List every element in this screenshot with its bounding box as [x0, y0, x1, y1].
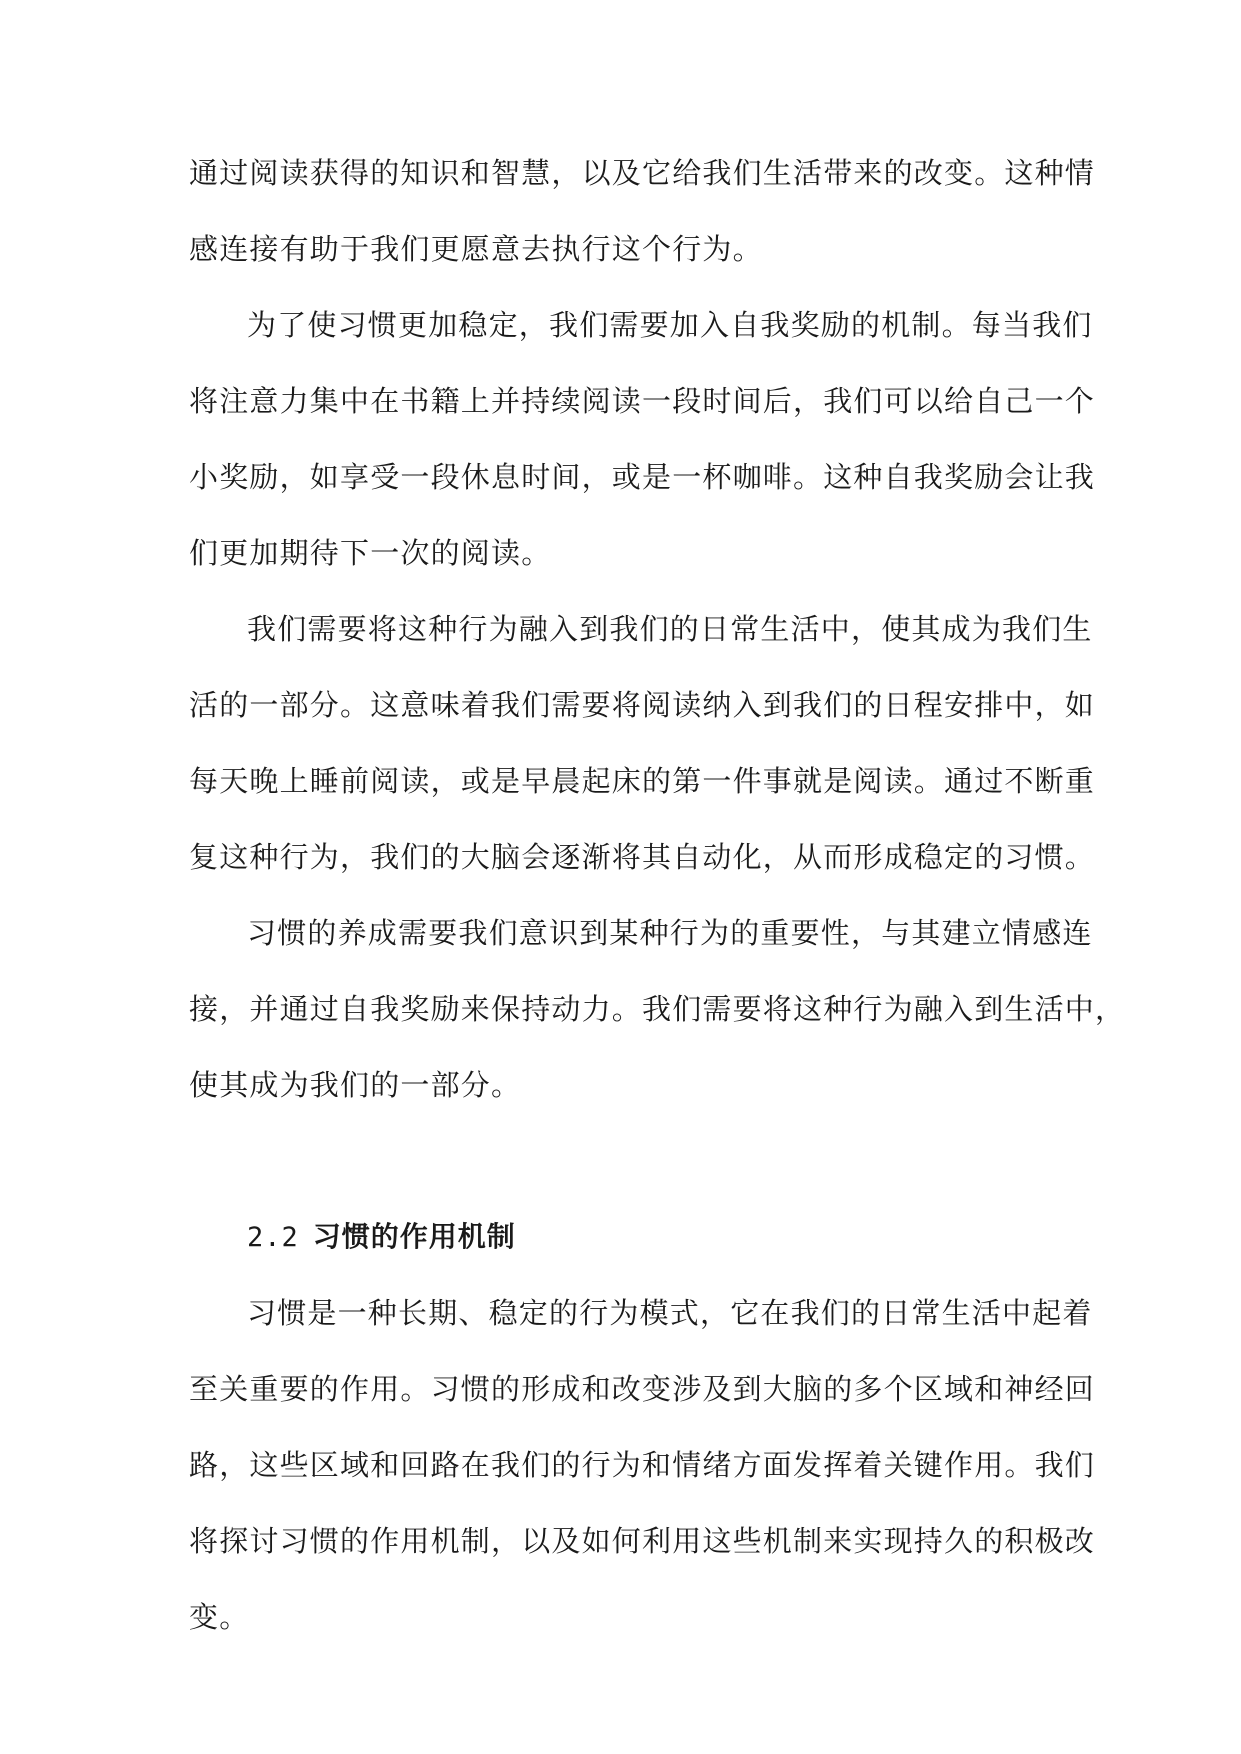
text-line: 们更加期待下一次的阅读。: [189, 536, 552, 570]
text-line: 将探讨习惯的作用机制，以及如何利用这些机制来实现持久的积极改: [189, 1524, 1096, 1558]
text-line: 感连接有助于我们更愿意去执行这个行为。: [189, 232, 763, 266]
text-line: 通过阅读获得的知识和智慧，以及它给我们生活带来的改变。这种情: [189, 156, 1096, 190]
text-line: 复这种行为，我们的大脑会逐渐将其自动化，从而形成稳定的习惯。: [189, 840, 1096, 874]
paragraph: [189, 297, 1096, 601]
text-line: 至关重要的作用。习惯的形成和改变涉及到大脑的多个区域和神经回: [189, 1372, 1096, 1406]
spacer: [189, 1133, 1051, 1209]
paragraph: [189, 601, 1096, 905]
text-line: 接，并通过自我奖励来保持动力。我们需要将这种行为融入到生活中，: [189, 992, 1126, 1026]
text-line: 活的一部分。这意味着我们需要将阅读纳入到我们的日程安排中，如: [189, 688, 1096, 722]
section-heading: [189, 1209, 1051, 1285]
paragraph: [189, 905, 1126, 1133]
text-line: 我们需要将这种行为融入到我们的日常生活中，使其成为我们生: [247, 612, 1093, 646]
text-line: 每天晚上睡前阅读，或是早晨起床的第一件事就是阅读。通过不断重: [189, 764, 1096, 798]
text-line: 小奖励，如享受一段休息时间，或是一杯咖啡。这种自我奖励会让我: [189, 460, 1096, 494]
text-line: 为了使习惯更加稳定，我们需要加入自我奖励的机制。每当我们: [247, 308, 1093, 342]
paragraph: [189, 1285, 1096, 1665]
text-line: 习惯的养成需要我们意识到某种行为的重要性，与其建立情感连: [247, 916, 1093, 950]
page-body: [189, 145, 1126, 1665]
section-number: 2.2: [247, 1222, 299, 1253]
text-line: 路，这些区域和回路在我们的行为和情绪方面发挥着关键作用。我们: [189, 1448, 1096, 1482]
paragraph: [189, 145, 1096, 297]
text-line: 变。: [189, 1600, 250, 1634]
text-line: 习惯是一种长期、稳定的行为模式，它在我们的日常生活中起着: [247, 1296, 1093, 1330]
text-line: 使其成为我们的一部分。: [189, 1068, 522, 1102]
text-line: 将注意力集中在书籍上并持续阅读一段时间后，我们可以给自己一个: [189, 384, 1096, 418]
section-title: 习惯的作用机制: [312, 1220, 516, 1253]
